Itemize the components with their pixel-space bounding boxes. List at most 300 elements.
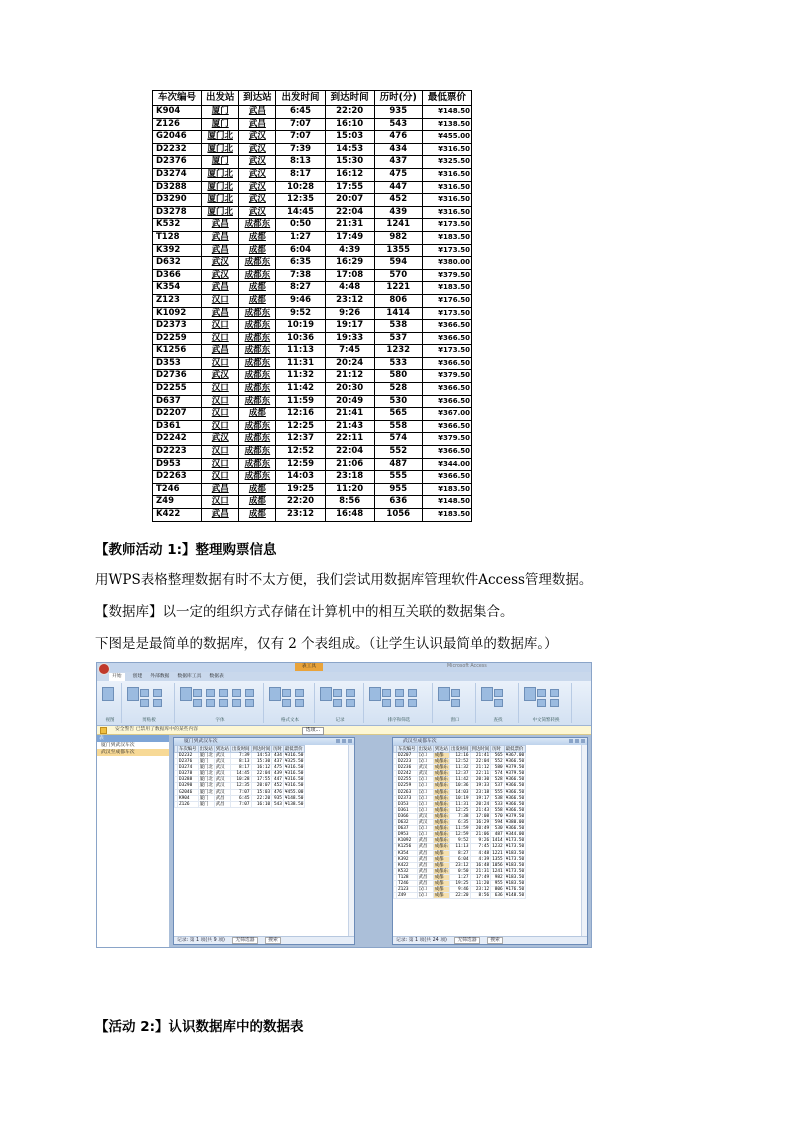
datasheet-cell[interactable]: 8:56 <box>470 893 491 899</box>
datasheet-cell[interactable]: D3278 <box>178 771 199 777</box>
datasheet-cell[interactable]: 成都东 <box>434 844 448 850</box>
datasheet-cell[interactable]: ¥173.50 <box>505 868 525 874</box>
datasheet-cell[interactable]: 538 <box>491 795 505 801</box>
ribbon-button-icon[interactable] <box>140 699 149 707</box>
datasheet-row[interactable] <box>394 893 526 899</box>
datasheet-cell[interactable]: K354 <box>397 850 418 856</box>
datasheet-cell[interactable]: 21:43 <box>470 807 491 813</box>
datasheet-cell[interactable]: 厦门北 <box>199 753 213 758</box>
maximize-icon[interactable] <box>575 739 579 743</box>
datasheet-cell[interactable]: 汉口 <box>417 753 433 759</box>
datasheet-cell[interactable]: 12:37 <box>449 771 470 777</box>
close-icon[interactable] <box>581 739 585 743</box>
datasheet-column-header[interactable]: 出发时间 <box>450 747 469 752</box>
ribbon-button-icon[interactable] <box>408 699 417 707</box>
datasheet-cell[interactable]: D2242 <box>397 771 418 777</box>
datasheet-cell[interactable]: 10:36 <box>449 783 470 789</box>
datasheet-cell[interactable]: 12:35 <box>230 783 251 789</box>
ribbon-button-icon[interactable] <box>346 699 355 707</box>
datasheet-cell[interactable]: 成都东 <box>434 777 448 783</box>
ribbon-button-icon[interactable] <box>245 689 254 697</box>
ribbon-button-icon[interactable] <box>269 687 281 701</box>
datasheet-cell[interactable]: 成都 <box>433 893 449 899</box>
datasheet-cell[interactable]: D2373 <box>397 795 418 801</box>
datasheet-column-header[interactable]: 历时 <box>273 747 282 752</box>
datasheet-cell[interactable]: 475 <box>272 765 284 771</box>
datasheet-cell[interactable]: 武汉 <box>214 753 230 759</box>
datasheet-cell[interactable]: 19:25 <box>449 880 470 886</box>
datasheet-cell[interactable]: 20:49 <box>470 826 491 832</box>
datasheet-cell[interactable]: 武昌 <box>417 856 433 862</box>
context-tab-table-tools[interactable]: 表工具 <box>295 663 323 671</box>
datasheet-cell[interactable]: ¥173.50 <box>505 856 525 862</box>
datasheet-cell[interactable]: 22:04 <box>251 771 272 777</box>
datasheet-cell[interactable]: 434 <box>272 753 284 759</box>
datasheet-cell[interactable]: 6:45 <box>230 795 251 801</box>
datasheet-cell[interactable]: 14:03 <box>449 789 470 795</box>
datasheet-cell[interactable]: 6:04 <box>449 856 470 862</box>
datasheet-cell[interactable]: 武昌 <box>214 795 230 801</box>
datasheet-cell[interactable]: 806 <box>491 887 505 893</box>
datasheet-cell[interactable]: 22:20 <box>449 893 470 899</box>
datasheet-cell[interactable]: 16:29 <box>470 820 491 826</box>
ribbon-tab[interactable]: 开始 <box>109 673 125 681</box>
datasheet-cell[interactable]: 23:12 <box>470 887 491 893</box>
datasheet-column-header[interactable]: 出发时间 <box>231 747 250 752</box>
datasheet-cell[interactable]: 537 <box>491 783 505 789</box>
datasheet-cell[interactable]: ¥366.50 <box>505 826 525 832</box>
datasheet-cell[interactable]: ¥379.50 <box>505 813 525 819</box>
datasheet-cell[interactable]: D632 <box>397 820 418 826</box>
datasheet-cell[interactable]: 7:45 <box>470 844 491 850</box>
datasheet-cell[interactable]: 武昌 <box>417 862 433 868</box>
ribbon-button-icon[interactable] <box>524 687 536 701</box>
ribbon-button-icon[interactable] <box>193 699 202 707</box>
datasheet-cell[interactable]: 17:08 <box>470 813 491 819</box>
datasheet-cell[interactable]: 厦门北 <box>199 789 213 795</box>
datasheet-cell[interactable]: 1232 <box>492 844 503 850</box>
datasheet-cell[interactable]: Z49 <box>397 893 418 899</box>
datasheet-cell[interactable]: 476 <box>272 789 284 795</box>
datasheet-cell[interactable]: 武昌 <box>417 868 433 874</box>
datasheet-cell[interactable]: ¥366.50 <box>505 777 525 783</box>
datasheet-cell[interactable]: 9:26 <box>470 838 491 844</box>
datasheet-cell[interactable]: 20:07 <box>251 783 272 789</box>
datasheet-cell[interactable]: 1241 <box>492 868 503 874</box>
datasheet-cell[interactable]: 955 <box>491 880 505 886</box>
vertical-scrollbar[interactable] <box>348 745 354 937</box>
datasheet-cell[interactable]: 武昌 <box>417 838 433 844</box>
datasheet-cell[interactable]: 17:49 <box>470 874 491 880</box>
ribbon-button-icon[interactable] <box>295 689 304 697</box>
ribbon-button-icon[interactable] <box>282 689 291 697</box>
datasheet-cell[interactable]: 8:27 <box>449 850 470 856</box>
datasheet-cell[interactable]: 汉口 <box>417 759 433 765</box>
datasheet-column-header[interactable]: 出发站 <box>199 747 213 752</box>
datasheet-cell[interactable]: 武汉 <box>214 759 230 765</box>
datasheet-cell[interactable]: 21:12 <box>470 765 491 771</box>
datasheet-cell[interactable]: D2376 <box>178 759 199 765</box>
datasheet-cell[interactable]: 447 <box>272 777 284 783</box>
datasheet-cell[interactable]: 成都东 <box>434 801 448 807</box>
datasheet-cell[interactable]: ¥173.50 <box>505 844 525 850</box>
datasheet-cell[interactable]: 22:04 <box>470 759 491 765</box>
ribbon-tab[interactable]: 数据表 <box>209 674 224 679</box>
datasheet-cell[interactable]: D637 <box>397 826 418 832</box>
maximize-icon[interactable] <box>342 739 346 743</box>
options-button[interactable]: 选项... <box>302 727 324 735</box>
datasheet-cell[interactable]: 武汉 <box>214 789 230 795</box>
datasheet-cell[interactable]: 12:59 <box>449 832 470 838</box>
datasheet-cell[interactable]: 10:19 <box>449 795 470 801</box>
datasheet-cell[interactable]: 1355 <box>492 856 503 862</box>
ribbon-button-icon[interactable] <box>494 689 503 697</box>
datasheet-cell[interactable]: 厦门北 <box>199 777 213 783</box>
datasheet-cell[interactable]: ¥316.50 <box>284 771 304 777</box>
datasheet-cell[interactable]: D366 <box>397 813 418 819</box>
datasheet-cell[interactable]: 成都东 <box>434 820 448 826</box>
datasheet-cell[interactable]: 成都 <box>433 874 449 880</box>
datasheet-cell[interactable]: 武汉 <box>417 765 433 771</box>
datasheet-cell[interactable]: 6:35 <box>449 820 470 826</box>
datasheet-cell[interactable]: D3288 <box>178 777 199 783</box>
datasheet-cell[interactable]: 439 <box>272 771 284 777</box>
datasheet-cell[interactable]: 1221 <box>492 850 503 856</box>
ribbon-button-icon[interactable] <box>193 689 202 697</box>
datasheet-cell[interactable]: 530 <box>491 826 505 832</box>
datasheet-cell[interactable]: K904 <box>178 795 199 801</box>
datasheet-cell[interactable]: 15:03 <box>251 789 272 795</box>
ribbon-button-icon[interactable] <box>537 689 546 697</box>
datasheet-cell[interactable]: 22:11 <box>470 771 491 777</box>
datasheet-cell[interactable]: Z123 <box>397 887 418 893</box>
datasheet-cell[interactable]: K392 <box>397 856 418 862</box>
datasheet-cell[interactable]: D3290 <box>178 783 199 789</box>
datasheet-cell[interactable]: 成都 <box>433 850 449 856</box>
datasheet-cell[interactable]: 11:59 <box>449 826 470 832</box>
ribbon-button-icon[interactable] <box>206 699 215 707</box>
datasheet-cell[interactable]: 成都东 <box>434 771 448 777</box>
datasheet-cell[interactable]: D2232 <box>178 753 199 759</box>
datasheet-cell[interactable]: 厦门北 <box>199 765 213 771</box>
datasheet-cell[interactable]: 437 <box>272 759 284 765</box>
datasheet-cell[interactable]: 武汉 <box>214 771 230 777</box>
datasheet-cell[interactable]: 武汉 <box>214 777 230 783</box>
datasheet-cell[interactable]: K1256 <box>397 844 418 850</box>
minimize-icon[interactable] <box>336 739 340 743</box>
datasheet-cell[interactable]: ¥366.50 <box>505 801 525 807</box>
datasheet-cell[interactable]: 12:25 <box>449 807 470 813</box>
datasheet-cell[interactable]: K1092 <box>397 838 418 844</box>
datasheet-cell[interactable]: 成都东 <box>434 838 448 844</box>
datasheet-cell[interactable]: 21:06 <box>470 832 491 838</box>
datasheet-cell[interactable]: D2263 <box>397 789 418 795</box>
datasheet-cell[interactable]: 558 <box>491 807 505 813</box>
datasheet-cell[interactable]: 8:13 <box>230 759 251 765</box>
datasheet-cell[interactable]: 574 <box>491 771 505 777</box>
datasheet-column-header[interactable]: 最低票价 <box>283 746 305 753</box>
datasheet-cell[interactable]: 汉口 <box>417 826 433 832</box>
datasheet-cell[interactable]: ¥148.50 <box>505 893 525 899</box>
datasheet-column-header[interactable]: 到达站 <box>215 747 229 752</box>
nav-table-item[interactable]: 厦门到武汉车次 <box>101 743 135 748</box>
datasheet-cell[interactable]: 成都东 <box>434 789 448 795</box>
datasheet-cell[interactable]: 1056 <box>492 862 503 868</box>
ribbon-button-icon[interactable] <box>382 689 391 697</box>
datasheet-cell[interactable]: 7:38 <box>449 813 470 819</box>
datasheet-cell[interactable]: 11:20 <box>470 880 491 886</box>
datasheet-cell[interactable]: 552 <box>491 759 505 765</box>
datasheet-cell[interactable]: 汉口 <box>417 832 433 838</box>
ribbon-button-icon[interactable] <box>395 689 404 697</box>
datasheet-cell[interactable]: 11:31 <box>449 801 470 807</box>
search-box[interactable]: 搜索 <box>265 937 281 944</box>
datasheet-cell[interactable]: 19:17 <box>470 795 491 801</box>
datasheet-cell[interactable]: K532 <box>397 868 418 874</box>
datasheet-cell[interactable]: ¥183.50 <box>505 862 525 868</box>
datasheet-cell[interactable]: ¥379.50 <box>505 765 525 771</box>
ribbon-button-icon[interactable] <box>537 699 546 707</box>
datasheet-row[interactable] <box>175 801 305 807</box>
datasheet-cell[interactable]: 武昌 <box>417 880 433 886</box>
datasheet-cell[interactable]: ¥380.00 <box>505 820 525 826</box>
close-icon[interactable] <box>348 739 352 743</box>
ribbon-button-icon[interactable] <box>206 689 215 697</box>
datasheet-column-header[interactable]: 到达时间 <box>471 747 490 752</box>
datasheet-cell[interactable]: 厦门 <box>198 801 214 807</box>
datasheet-cell[interactable]: 成都东 <box>434 765 448 771</box>
datasheet-cell[interactable]: 成都 <box>433 856 449 862</box>
datasheet-cell[interactable]: 成都东 <box>434 807 448 813</box>
datasheet-cell[interactable]: 14:53 <box>251 753 272 759</box>
datasheet-cell[interactable]: 1414 <box>492 838 503 844</box>
ribbon-button-icon[interactable] <box>282 699 291 707</box>
datasheet-cell[interactable]: 20:30 <box>470 777 491 783</box>
ribbon-button-icon[interactable] <box>550 699 559 707</box>
datasheet-cell[interactable]: 23:12 <box>449 862 470 868</box>
datasheet-cell[interactable]: 成都 <box>433 880 449 886</box>
ribbon-button-icon[interactable] <box>333 689 342 697</box>
datasheet-cell[interactable]: ¥367.00 <box>505 753 525 758</box>
datasheet-cell[interactable]: ¥325.50 <box>284 759 304 765</box>
datasheet-cell[interactable]: 9:46 <box>449 887 470 893</box>
datasheet-cell[interactable]: 厦门 <box>198 759 214 765</box>
datasheet-cell[interactable]: 4:48 <box>470 850 491 856</box>
datasheet-cell[interactable]: ¥366.50 <box>505 807 525 813</box>
datasheet-cell[interactable]: 636 <box>491 893 505 899</box>
datasheet-cell[interactable]: D953 <box>397 832 418 838</box>
datasheet-cell[interactable]: 580 <box>491 765 505 771</box>
datasheet-cell[interactable]: 21:31 <box>470 868 491 874</box>
vertical-scrollbar[interactable] <box>581 745 587 937</box>
ribbon-tab[interactable]: 创建 <box>132 674 143 679</box>
ribbon-button-icon[interactable] <box>550 689 559 697</box>
ribbon-button-icon[interactable] <box>219 699 228 707</box>
datasheet-cell[interactable]: ¥183.50 <box>505 850 525 856</box>
datasheet-cell[interactable]: ¥366.50 <box>505 783 525 789</box>
datasheet-cell[interactable]: 11:13 <box>449 844 470 850</box>
datasheet-cell[interactable]: 武汉 <box>417 813 433 819</box>
ribbon-button-icon[interactable] <box>346 689 355 697</box>
ribbon-button-icon[interactable] <box>140 689 149 697</box>
datasheet-cell[interactable]: 成都东 <box>434 813 448 819</box>
ribbon-tab[interactable]: 外部数据 <box>150 674 170 679</box>
filter-indicator[interactable]: 无筛选器 <box>232 937 257 944</box>
datasheet-cell[interactable]: 17:55 <box>251 777 272 783</box>
datasheet-cell[interactable]: 汉口 <box>417 795 433 801</box>
datasheet-cell[interactable]: ¥316.50 <box>284 753 304 758</box>
datasheet-cell[interactable]: 7:07 <box>230 801 251 807</box>
datasheet-cell[interactable]: 487 <box>491 832 505 838</box>
datasheet-cell[interactable]: 935 <box>272 795 284 801</box>
ribbon-button-icon[interactable] <box>408 689 417 697</box>
datasheet-table[interactable] <box>174 745 305 808</box>
datasheet-cell[interactable]: 11:42 <box>449 777 470 783</box>
datasheet-cell[interactable]: 11:32 <box>449 765 470 771</box>
datasheet-column-header[interactable]: 车次编号 <box>398 747 416 752</box>
datasheet-cell[interactable]: 555 <box>491 789 505 795</box>
datasheet-column-header[interactable]: 出发站 <box>418 747 432 752</box>
search-box[interactable]: 搜索 <box>487 937 503 944</box>
datasheet-cell[interactable]: 12:16 <box>449 753 470 759</box>
ribbon-button-icon[interactable] <box>153 689 162 697</box>
ribbon-button-icon[interactable] <box>127 687 139 701</box>
ribbon-button-icon[interactable] <box>451 689 460 697</box>
datasheet-cell[interactable]: 武昌 <box>417 844 433 850</box>
datasheet-cell[interactable]: 汉口 <box>417 783 433 789</box>
datasheet-cell[interactable]: 汉口 <box>417 807 433 813</box>
datasheet-cell[interactable]: 594 <box>491 820 505 826</box>
ribbon-button-icon[interactable] <box>102 687 114 701</box>
datasheet-cell[interactable]: ¥379.50 <box>505 771 525 777</box>
datasheet-cell[interactable]: 汉口 <box>417 801 433 807</box>
ribbon-button-icon[interactable] <box>180 687 192 701</box>
datasheet-column-header[interactable]: 到达站 <box>434 747 448 752</box>
filter-indicator[interactable]: 无筛选器 <box>454 937 479 944</box>
datasheet-cell[interactable]: 16:12 <box>251 765 272 771</box>
datasheet-cell[interactable]: 16:48 <box>470 862 491 868</box>
datasheet-cell[interactable]: 533 <box>491 801 505 807</box>
datasheet-cell[interactable]: 厦门 <box>198 795 214 801</box>
datasheet-cell[interactable]: T128 <box>397 874 418 880</box>
ribbon-button-icon[interactable] <box>232 689 241 697</box>
datasheet-cell[interactable]: 0:50 <box>449 868 470 874</box>
datasheet-cell[interactable]: 武汉 <box>214 783 230 789</box>
datasheet-cell[interactable]: 汉口 <box>417 777 433 783</box>
datasheet-cell[interactable]: 570 <box>491 813 505 819</box>
datasheet-cell[interactable]: 12:52 <box>449 759 470 765</box>
datasheet-cell[interactable]: ¥366.50 <box>505 795 525 801</box>
datasheet-cell[interactable]: 1:27 <box>449 874 470 880</box>
datasheet-cell[interactable]: 22:20 <box>251 795 272 801</box>
datasheet-cell[interactable]: 7:39 <box>230 753 251 759</box>
datasheet-cell[interactable]: ¥183.50 <box>505 880 525 886</box>
datasheet-cell[interactable]: 4:39 <box>470 856 491 862</box>
datasheet-cell[interactable]: 成都东 <box>434 759 448 765</box>
datasheet-cell[interactable]: ¥316.50 <box>284 765 304 771</box>
datasheet-cell[interactable]: ¥366.50 <box>505 759 525 765</box>
datasheet-cell[interactable]: 成都 <box>433 887 449 893</box>
datasheet-cell[interactable]: 16:10 <box>251 801 272 807</box>
ribbon-button-icon[interactable] <box>481 687 493 701</box>
datasheet-column-header[interactable]: 最低票价 <box>504 746 526 753</box>
datasheet-cell[interactable]: 10:28 <box>230 777 251 783</box>
datasheet-cell[interactable]: 厦门北 <box>199 783 213 789</box>
datasheet-cell[interactable]: 成都 <box>433 753 449 759</box>
datasheet-cell[interactable]: 565 <box>491 753 505 759</box>
datasheet-cell[interactable]: 23:18 <box>470 789 491 795</box>
datasheet-cell[interactable]: 982 <box>491 874 505 880</box>
datasheet-cell[interactable]: 成都 <box>433 862 449 868</box>
nav-pane-header[interactable]: 表 <box>97 735 169 742</box>
datasheet-cell[interactable]: 汉口 <box>417 887 433 893</box>
ribbon-button-icon[interactable] <box>333 699 342 707</box>
nav-table-item[interactable]: 武汉至成都车次 <box>97 749 169 756</box>
ribbon-button-icon[interactable] <box>395 699 404 707</box>
ribbon-button-icon[interactable] <box>438 687 450 701</box>
datasheet-cell[interactable]: 21:41 <box>470 753 491 759</box>
datasheet-cell[interactable]: ¥344.00 <box>505 832 525 838</box>
datasheet-cell[interactable]: D2223 <box>397 759 418 765</box>
datasheet-cell[interactable]: 14:45 <box>230 771 251 777</box>
ribbon-button-icon[interactable] <box>295 699 304 707</box>
datasheet-cell[interactable]: D2259 <box>397 783 418 789</box>
datasheet-cell[interactable]: 543 <box>272 801 284 807</box>
datasheet-cell[interactable]: 成都东 <box>434 832 448 838</box>
datasheet-cell[interactable]: 武汉 <box>417 771 433 777</box>
datasheet-cell[interactable]: 武昌 <box>214 801 230 807</box>
ribbon-tab[interactable]: 数据库工具 <box>177 674 202 679</box>
datasheet-table[interactable] <box>393 745 526 899</box>
ribbon-button-icon[interactable] <box>232 699 241 707</box>
ribbon-button-icon[interactable] <box>451 699 460 707</box>
datasheet-cell[interactable]: ¥148.50 <box>284 795 304 801</box>
datasheet-cell[interactable]: 成都东 <box>434 868 448 874</box>
datasheet-cell[interactable]: D2207 <box>397 753 418 759</box>
datasheet-cell[interactable]: 452 <box>272 783 284 789</box>
datasheet-cell[interactable]: 15:30 <box>251 759 272 765</box>
datasheet-cell[interactable]: ¥455.00 <box>284 789 304 795</box>
datasheet-cell[interactable]: ¥366.50 <box>505 789 525 795</box>
datasheet-column-header[interactable]: 车次编号 <box>179 747 197 752</box>
datasheet-cell[interactable]: 20:24 <box>470 801 491 807</box>
datasheet-cell[interactable]: 汉口 <box>417 789 433 795</box>
ribbon-button-icon[interactable] <box>245 699 254 707</box>
datasheet-cell[interactable]: 19:33 <box>470 783 491 789</box>
datasheet-cell[interactable]: D353 <box>397 801 418 807</box>
datasheet-cell[interactable]: 9:52 <box>449 838 470 844</box>
datasheet-cell[interactable]: ¥183.50 <box>505 874 525 880</box>
datasheet-cell[interactable]: 528 <box>491 777 505 783</box>
datasheet-cell[interactable]: 武汉 <box>417 820 433 826</box>
datasheet-cell[interactable]: ¥173.50 <box>505 838 525 844</box>
datasheet-cell[interactable]: ¥316.50 <box>284 783 304 789</box>
datasheet-cell[interactable]: Z126 <box>178 801 199 807</box>
ribbon-button-icon[interactable] <box>153 699 162 707</box>
datasheet-cell[interactable]: ¥138.50 <box>284 801 304 807</box>
datasheet-cell[interactable]: ¥176.50 <box>505 887 525 893</box>
datasheet-cell[interactable]: 成都东 <box>434 783 448 789</box>
datasheet-cell[interactable]: 汉口 <box>417 893 433 899</box>
ribbon-button-icon[interactable] <box>320 687 332 701</box>
datasheet-cell[interactable]: 厦门北 <box>199 771 213 777</box>
datasheet-cell[interactable]: ¥316.50 <box>284 777 304 783</box>
datasheet-cell[interactable]: K422 <box>397 862 418 868</box>
datasheet-cell[interactable]: D2236 <box>397 765 418 771</box>
datasheet-cell[interactable]: 7:07 <box>230 789 251 795</box>
datasheet-cell[interactable]: 武昌 <box>417 850 433 856</box>
datasheet-cell[interactable]: T246 <box>397 880 418 886</box>
